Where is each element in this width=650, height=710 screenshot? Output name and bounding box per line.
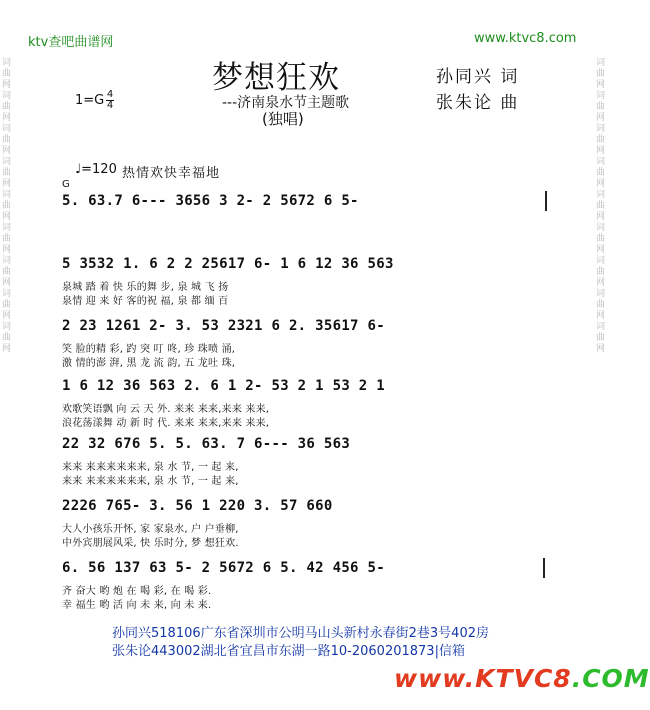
logo-domain: .COM [571,664,650,693]
score-line-6-notes: 2226 765- 3. 56 1 220 3. 57 660 [62,498,333,514]
score-line-2-notes: 5 3532 1. 6 2 2 25617 6- 1 6 12 36 563 [62,256,394,272]
site-logo[interactable] [394,664,650,693]
score-line-6-lyrics-verse-2: 中外宾朋展风采, 快 乐时分, 梦 想狂欢. [62,538,239,549]
score-line-5-lyrics-verse-1: 来来 来来来来来来, 泉 水 节, 一 起 来, [62,462,239,473]
score-line-4-lyrics-verse-1: 欢歌笑语飘 向 云 天 外. 来来 来来,来来 来来, [62,404,270,415]
key-signature: 1=G [75,93,105,108]
final-barline [543,558,545,578]
score-line-3-lyrics-verse-2: 激 情的澎 湃, 黑 龙 流 韵, 五 龙吐 珠, [62,358,236,369]
composer-credit: 张朱论 曲 [436,93,520,113]
tempo-marking: ♩=120 [75,162,117,177]
meter-bottom: 4 [106,100,114,111]
score-line-7-lyrics-verse-1: 齐 奋大 哟 炮 在 喝 彩, 在 喝 彩. [62,586,212,597]
chord-symbol: G [62,179,70,190]
score-line-3-lyrics-verse-1: 笑 脸的精 彩, 趵 突 叮 咚, 珍 珠喷 涌, [62,344,236,355]
song-title: 梦想狂欢 [212,60,340,96]
site-url-right[interactable]: www.ktvc8.com [474,31,577,46]
score-line-5-notes: 22 32 676 5. 5. 63. 7 6--- 36 563 [62,436,351,452]
watermark-right-column: 词曲网词曲网词曲网词曲网词曲网词曲网词曲网词曲网词曲网 [596,58,606,354]
meter-top: 4 [106,89,114,100]
score-line-7-lyrics-verse-2: 幸 福生 哟 活 向 未 来, 向 未 来. [62,600,212,611]
logo-brand: www.KTVC8 [394,664,572,693]
composer-address: 张朱论443002湖北省宜昌市东湖一路10-2060201873|信箱 [112,644,465,659]
watermark-left-column: 词曲网词曲网词曲网词曲网词曲网词曲网词曲网词曲网词曲网 [2,58,12,354]
score-line-7-notes: 6. 56 137 63 5- 2 5672 6 5. 42 456 5- [62,560,385,576]
time-signature [106,90,114,111]
score-line-1-notes: 5. 63.7 6--- 3656 3 2- 2 5672 6 5- [62,193,359,209]
expression-marking: 热情欢快幸福地 [122,166,221,181]
performance-type: (独唱) [262,110,304,128]
score-line-6-lyrics-verse-1: 大人小孩乐开怀, 家 家泉水, 户 户垂柳, [62,524,239,535]
score-line-2-lyrics-verse-2: 泉情 迎 来 好 客的祝 福, 泉 都 缅 百 [62,296,229,307]
score-line-5-lyrics-verse-2: 来来 来来来来来来, 泉 水 节, 一 起 来, [62,476,239,487]
score-line-2-lyrics-verse-1: 泉城 踏 着 快 乐的舞 步, 泉 城 飞 扬 [62,282,229,293]
site-name-left[interactable]: ktv查吧曲谱网 [28,35,114,50]
score-line-4-notes: 1 6 12 36 563 2. 6 1 2- 53 2 1 53 2 1 [62,378,385,394]
song-subtitle: ---济南泉水节主题歌 [222,95,350,111]
lyricist-credit: 孙同兴 词 [436,67,520,87]
barline [545,191,547,211]
lyricist-address: 孙同兴518106广东省深圳市公明马山头新村永春街2巷3号402房 [112,626,489,641]
score-line-3-notes: 2 23 1261 2- 3. 53 2321 6 2. 35617 6- [62,318,385,334]
score-line-4-lyrics-verse-2: 浪花荡漾舞 动 新 时 代. 来来 来来,来来 来来, [62,418,270,429]
